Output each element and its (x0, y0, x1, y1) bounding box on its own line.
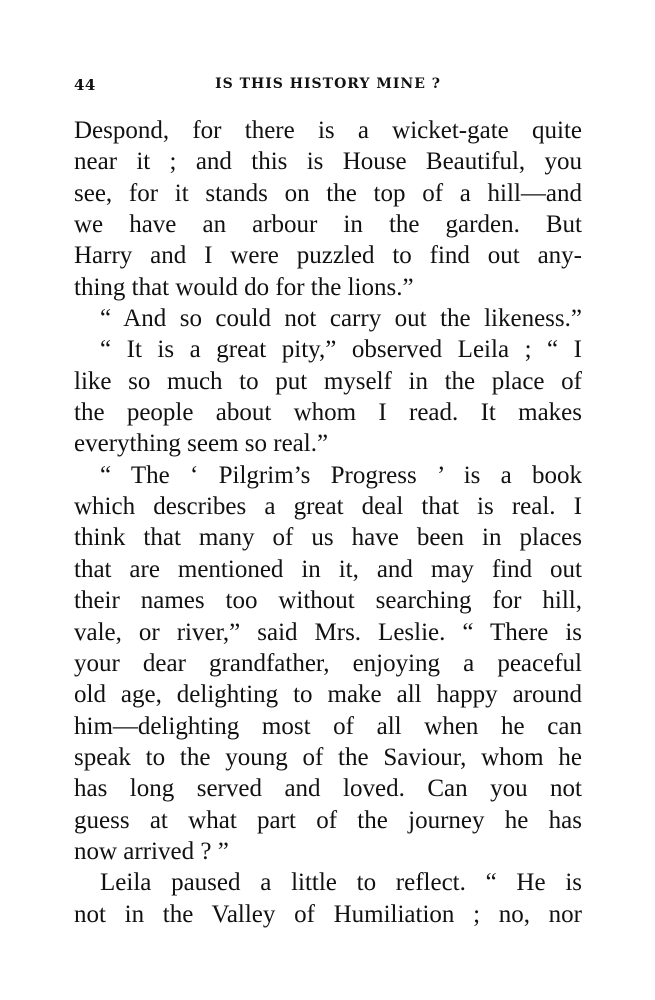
text-line: we have an arbour in the garden. But (74, 211, 582, 239)
text-line: thing that would do for the lions.” (74, 273, 414, 301)
text-line: “ It is a great pity,” observed Leila ; “ I (100, 336, 582, 364)
page-number: 44 (74, 76, 96, 94)
text-line: Despond, for there is a wicket-gate quite (74, 117, 582, 144)
text-line: their names too without searching for hill, (74, 587, 582, 615)
running-title: IS THIS HISTORY MINE ? (215, 76, 441, 92)
body-text (74, 115, 582, 930)
text-line: guess at what part of the journey he has (74, 806, 582, 834)
text-line: not in the Valley of Humiliation ; no, nor (74, 900, 582, 928)
text-line: now arrived ? ” (74, 837, 229, 865)
text-line: think that many of us have been in places (74, 524, 582, 552)
text-line: everything seem so real.” (74, 430, 329, 458)
text-line: which describes a great deal that is real. I (74, 493, 582, 521)
text-line: him—delighting most of all when he can (74, 712, 582, 740)
text-line: the people about whom I read. It makes (74, 399, 582, 427)
text-line: Leila paused a little to reflect. “ He is (100, 869, 582, 897)
text-line: “ And so could not carry out the likeness.” (100, 305, 582, 333)
text-line: vale, or river,” said Mrs. Leslie. “ There is (74, 618, 582, 646)
text-line: speak to the young of the Saviour, whom he (74, 743, 582, 771)
text-line: near it ; and this is House Beautiful, you (74, 148, 582, 176)
text-line: your dear grandfather, enjoying a peaceful (74, 649, 582, 677)
text-line: Harry and I were puzzled to find out any- (74, 242, 582, 270)
text-line: “ The ‘ Pilgrim’s Progress ’ is a book (100, 461, 582, 489)
text-line: see, for it stands on the top of a hill—and (74, 179, 582, 207)
text-line: like so much to put myself in the place of (74, 367, 582, 395)
page-header (74, 76, 582, 100)
text-line: old age, delighting to make all happy around (74, 681, 582, 709)
text-line: has long served and loved. Can you not (74, 775, 582, 803)
text-line: that are mentioned in it, and may find out (74, 555, 582, 583)
